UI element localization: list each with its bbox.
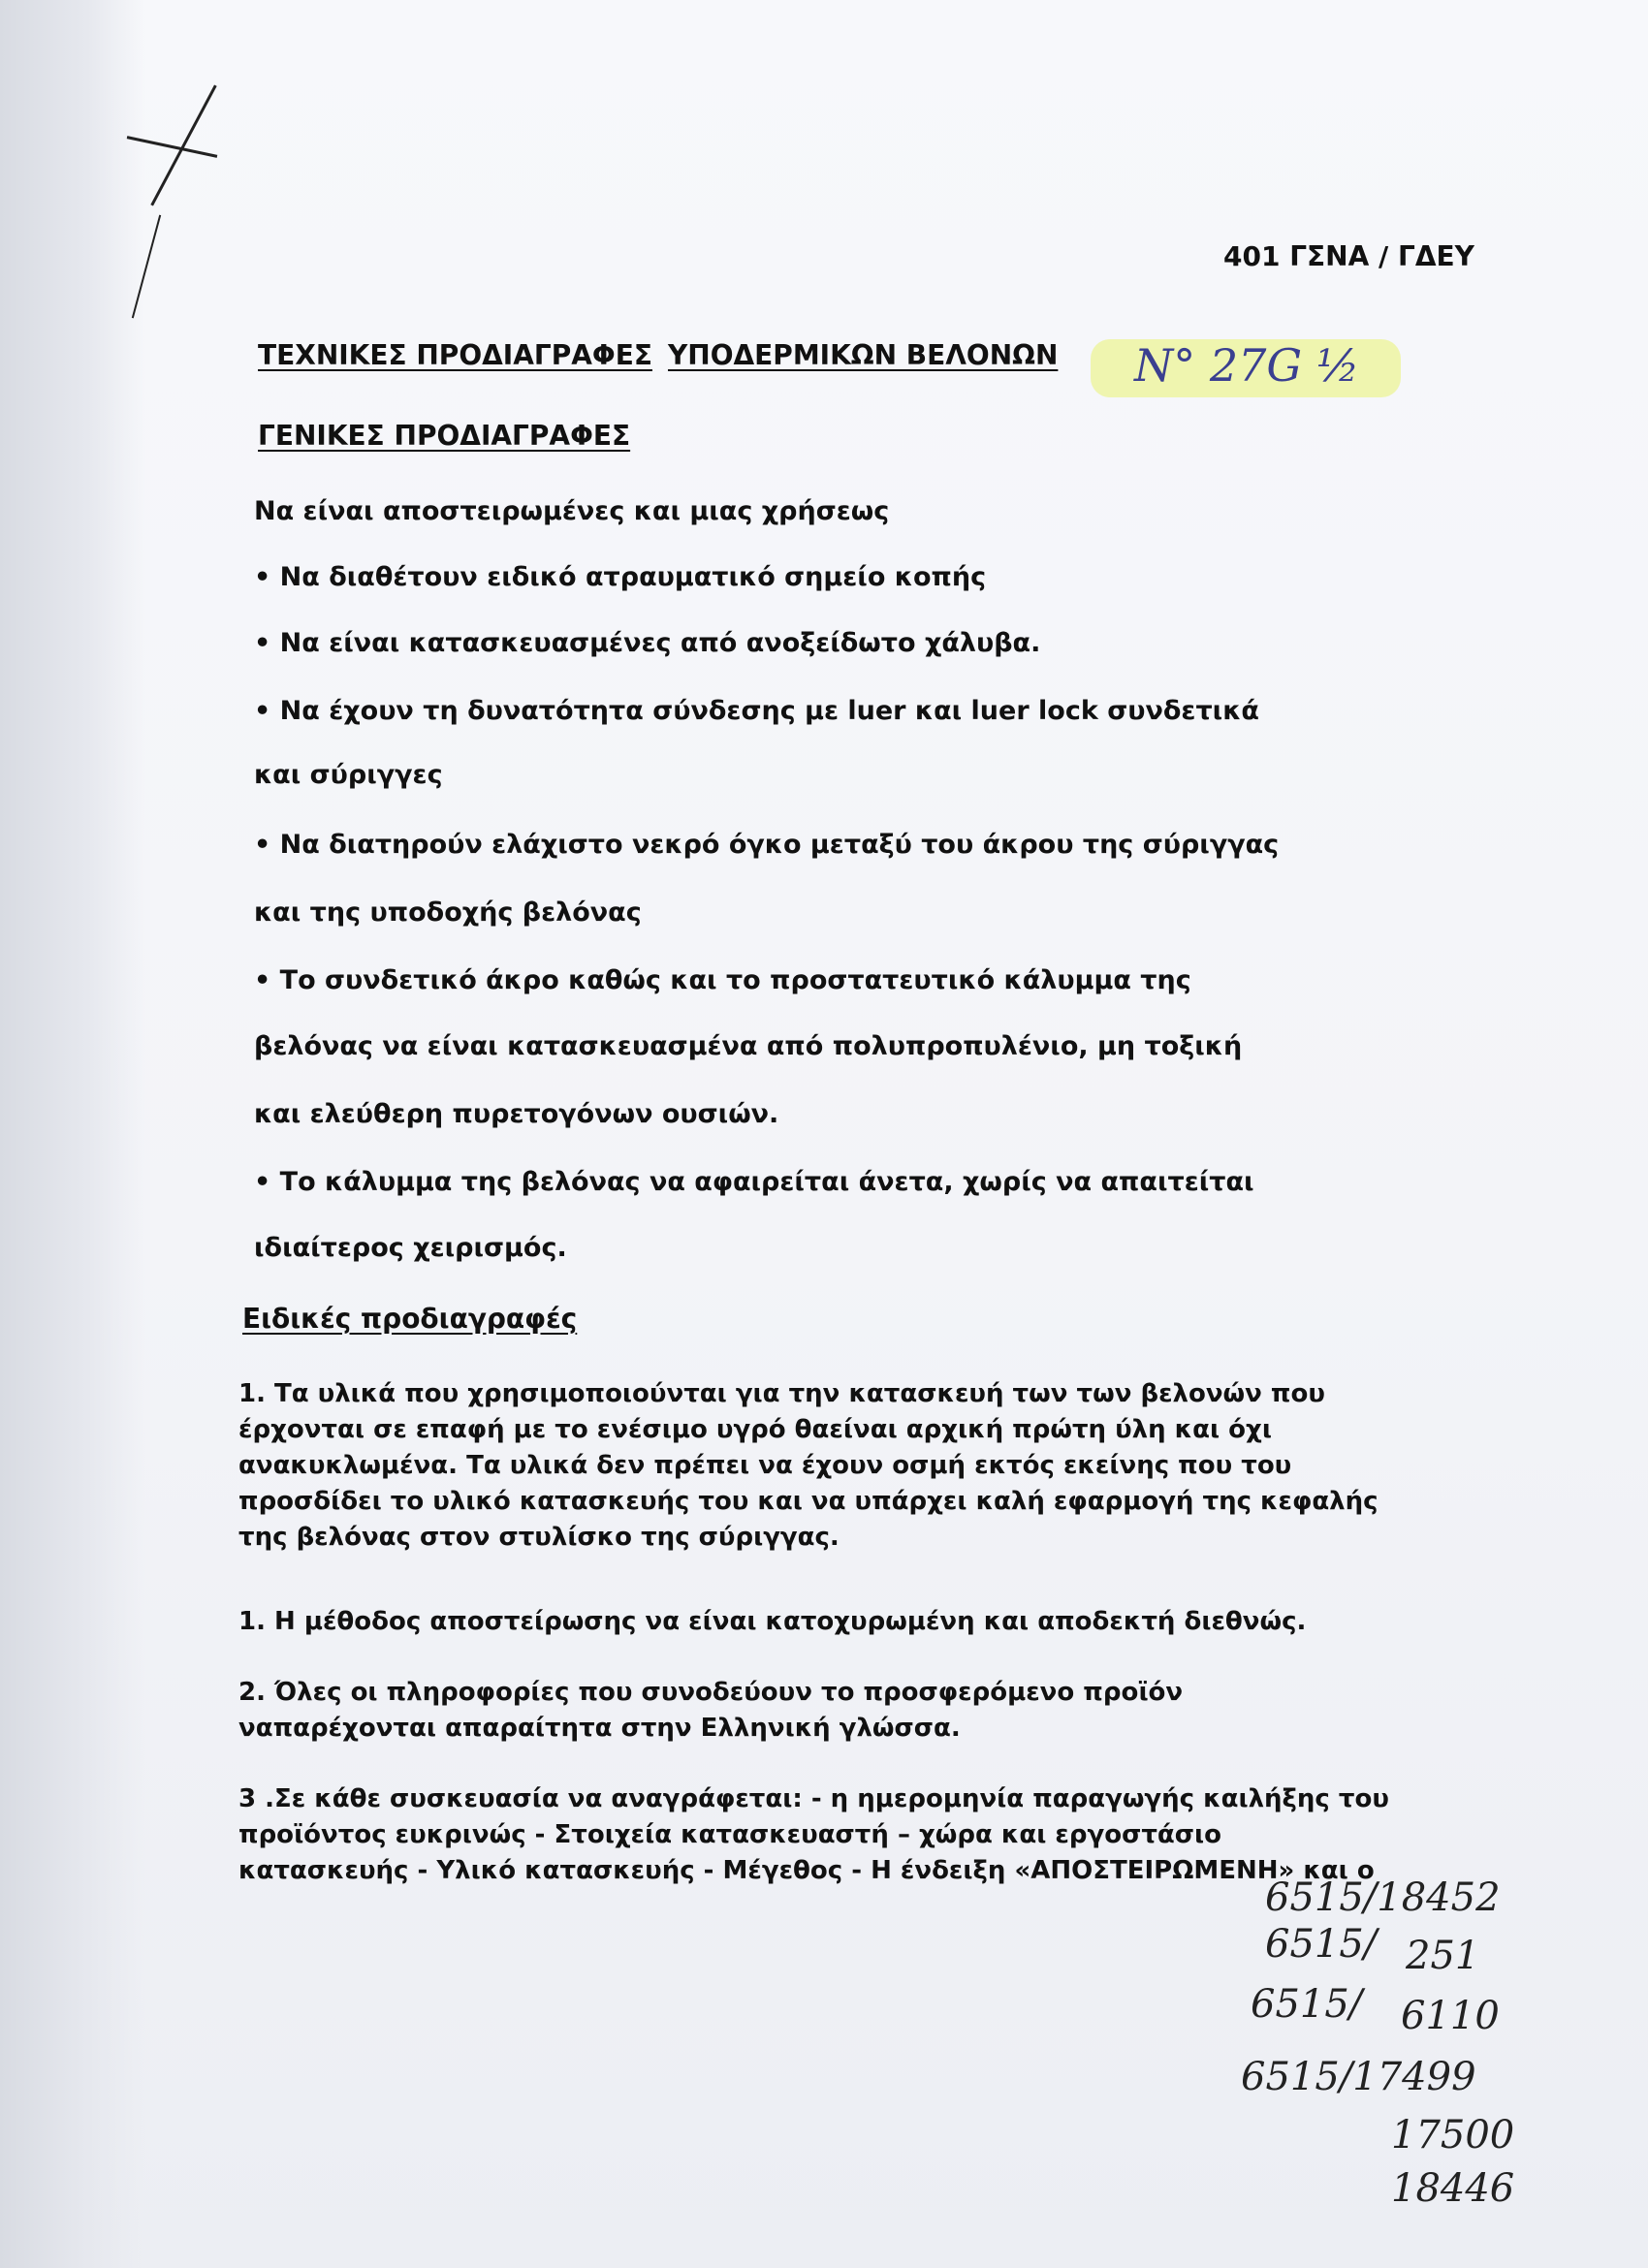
handwritten-number: 6515/17499 xyxy=(1241,2055,1476,2099)
handwritten-title-note: N° 27G ½ xyxy=(1134,339,1360,392)
scan-shadow-edge xyxy=(0,0,145,2268)
special-paragraph-1 xyxy=(238,1376,1489,1556)
general-line: • Να έχουν τη δυνατότητα σύνδεσης με luer και luer lock συνδετικά xyxy=(254,696,1259,726)
general-line: • Το κάλυμμα της βελόνας να αφαιρείται άνετα, χωρίς να απαιτείται xyxy=(254,1167,1254,1197)
general-line: και σύριγγες xyxy=(254,760,443,790)
special-paragraph-3 xyxy=(238,1675,1489,1747)
paragraph-line: προσδίδει το υλικό κατασκευής του και να υπάρχει καλή εφαρμογή της κεφαλής xyxy=(238,1487,1379,1516)
paragraph-line: κατασκευής - Υλικό κατασκευής - Μέγεθος - Η ένδειξη «ΑΠΟΣΤΕΙΡΩΜΕΝΗ» και ο xyxy=(238,1856,1375,1885)
general-line: • Να διατηρούν ελάχιστο νεκρό όγκο μεταξύ του άκρου της σύριγγας xyxy=(254,830,1280,860)
special-heading: Ειδικές προδιαγραφές xyxy=(242,1303,578,1335)
paragraph-line: ανακυκλωμένα. Τα υλικά δεν πρέπει να έχουν οσμή εκτός εκείνης που του xyxy=(238,1451,1292,1480)
paragraph-line: 3 .Σε κάθε συσκευασία να αναγράφεται: - η ημερομηνία παραγωγής καιλήξης του xyxy=(238,1784,1389,1813)
general-line: βελόνας να είναι κατασκευασμένα από πολυπροπυλένιο, μη τοξική xyxy=(254,1031,1243,1061)
handwritten-number: 251 xyxy=(1406,1934,1480,1978)
paragraph-line: 2. Όλες οι πληροφορίες που συνοδεύουν το προσφερόμενο προϊόν xyxy=(238,1678,1184,1707)
paragraph-line: ναπαρέχονται απαραίτητα στην Ελληνική γλώσσα. xyxy=(238,1714,961,1743)
paragraph-line: 1. Η μέθοδος αποστείρωσης να είναι κατοχυρωμένη και αποδεκτή διεθνώς. xyxy=(238,1607,1307,1636)
general-line: ιδιαίτερος χειρισμός. xyxy=(254,1233,567,1263)
handwritten-number: 6515/ xyxy=(1265,1922,1378,1967)
general-line: και της υποδοχής βελόνας xyxy=(254,898,642,928)
general-heading: ΓΕΝΙΚΕΣ ΠΡΟΔΙΑΓΡΑΦΕΣ xyxy=(258,420,631,452)
paragraph-line: της βελόνας στον στυλίσκο της σύριγγας. xyxy=(238,1523,840,1552)
paragraph-line: προϊόντος ευκρινώς - Στοιχεία κατασκευαστή – χώρα και εργοστάσιο xyxy=(238,1820,1222,1849)
special-paragraph-4 xyxy=(238,1781,1489,1889)
handwritten-number: 6110 xyxy=(1401,1994,1500,2038)
general-line: • Να είναι κατασκευασμένες από ανοξείδωτο χάλυβα. xyxy=(254,628,1041,658)
handwritten-number: 6515/ xyxy=(1251,1982,1363,2027)
general-line: • Να διαθέτουν ειδικό ατραυματικό σημείο κοπής xyxy=(254,562,987,592)
reference-code: 401 ΓΣΝΑ / ΓΔΕΥ xyxy=(1223,240,1474,272)
general-line: και ελεύθερη πυρετογόνων ουσιών. xyxy=(254,1099,779,1129)
document-title xyxy=(258,339,1058,371)
handwritten-number: 6515/18452 xyxy=(1265,1875,1501,1920)
handwritten-numbers xyxy=(1241,1875,1648,2263)
title-part-1: ΤΕΧΝΙΚΕΣ ΠΡΟΔΙΑΓΡΑΦΕΣ xyxy=(258,339,652,371)
special-paragraph-2 xyxy=(238,1604,1489,1640)
paragraph-line: 1. Τα υλικά που χρησιμοποιούνται για την κατασκευή των των βελονών που xyxy=(238,1379,1325,1408)
paragraph-line: έρχονται σε επαφή με το ενέσιμο υγρό θαείναι αρχική πρώτη ύλη και όχι xyxy=(238,1415,1272,1444)
handwritten-number: 17500 xyxy=(1391,2113,1515,2158)
general-line: Να είναι αποστειρωμένες και μιας χρήσεως xyxy=(254,496,890,526)
general-line: • Το συνδετικό άκρο καθώς και το προστατευτικό κάλυμμα της xyxy=(254,965,1191,995)
title-part-2: ΥΠΟΔΕΡΜΙΚΩΝ ΒΕΛΟΝΩΝ xyxy=(667,339,1059,371)
handwritten-number: 18446 xyxy=(1391,2166,1515,2211)
